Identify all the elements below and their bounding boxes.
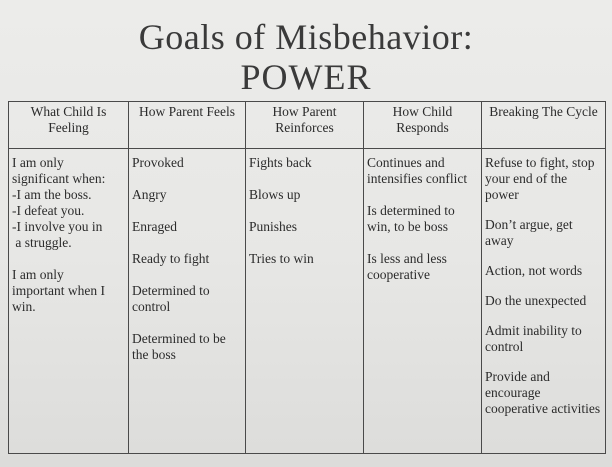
list-item: Enraged xyxy=(132,219,177,234)
list-item: Refuse to fight, stop your end of the power xyxy=(485,155,595,202)
list-item: Determined to control xyxy=(132,283,210,314)
cell-text: important when I xyxy=(12,283,105,298)
list-item: Do the unexpected xyxy=(485,293,587,308)
list-item: Determined to be the boss xyxy=(132,331,226,362)
list-item: Continues and intensifies conflict xyxy=(367,155,468,186)
goals-table xyxy=(8,101,606,454)
header-parent-feels: How Parent Feels xyxy=(129,102,246,149)
header-child-feeling: What Child Is Feeling xyxy=(9,102,129,149)
list-item: Provide and encourage cooperative activities xyxy=(485,369,601,416)
list-item: Ready to fight xyxy=(132,251,210,266)
list-item: Is less and less cooperative xyxy=(367,251,447,282)
list-item: Fights back xyxy=(249,155,312,170)
list-item: Action, not words xyxy=(485,263,583,278)
page-subtitle: POWER xyxy=(240,57,372,97)
list-item: Don’t argue, get away xyxy=(485,217,573,248)
header-breaking-cycle: Breaking The Cycle xyxy=(482,102,606,149)
list-item: Angry xyxy=(132,187,167,202)
list-item: Blows up xyxy=(249,187,301,202)
cell-text: -I defeat you. xyxy=(12,203,85,218)
cell-text: -I involve you in xyxy=(12,219,103,234)
list-item: Is determined to win, to be boss xyxy=(367,203,455,234)
cell-child-feeling xyxy=(9,149,129,454)
list-item: Tries to win xyxy=(249,251,314,266)
cell-parent-feels xyxy=(129,149,246,454)
goals-table-container xyxy=(8,101,605,457)
page-title: Goals of Misbehavior: xyxy=(138,17,474,57)
cell-text: -I am the boss. xyxy=(12,187,92,202)
cell-child-responds xyxy=(364,149,482,454)
list-item: Provoked xyxy=(132,155,184,170)
table-header-row xyxy=(9,102,606,149)
cell-text: I am only xyxy=(12,267,64,282)
table-row xyxy=(9,149,606,454)
cell-text: significant when: xyxy=(12,171,106,186)
cell-text: win. xyxy=(12,299,36,314)
cell-breaking-cycle xyxy=(482,149,606,454)
list-item: Admit inability to control xyxy=(485,323,582,354)
header-parent-reinforces: How Parent Reinforces xyxy=(246,102,364,149)
header-child-responds: How Child Responds xyxy=(364,102,482,149)
cell-parent-reinforces xyxy=(246,149,364,454)
cell-text: a struggle. xyxy=(12,235,72,250)
list-item: Punishes xyxy=(249,219,298,234)
cell-text: I am only xyxy=(12,155,64,170)
